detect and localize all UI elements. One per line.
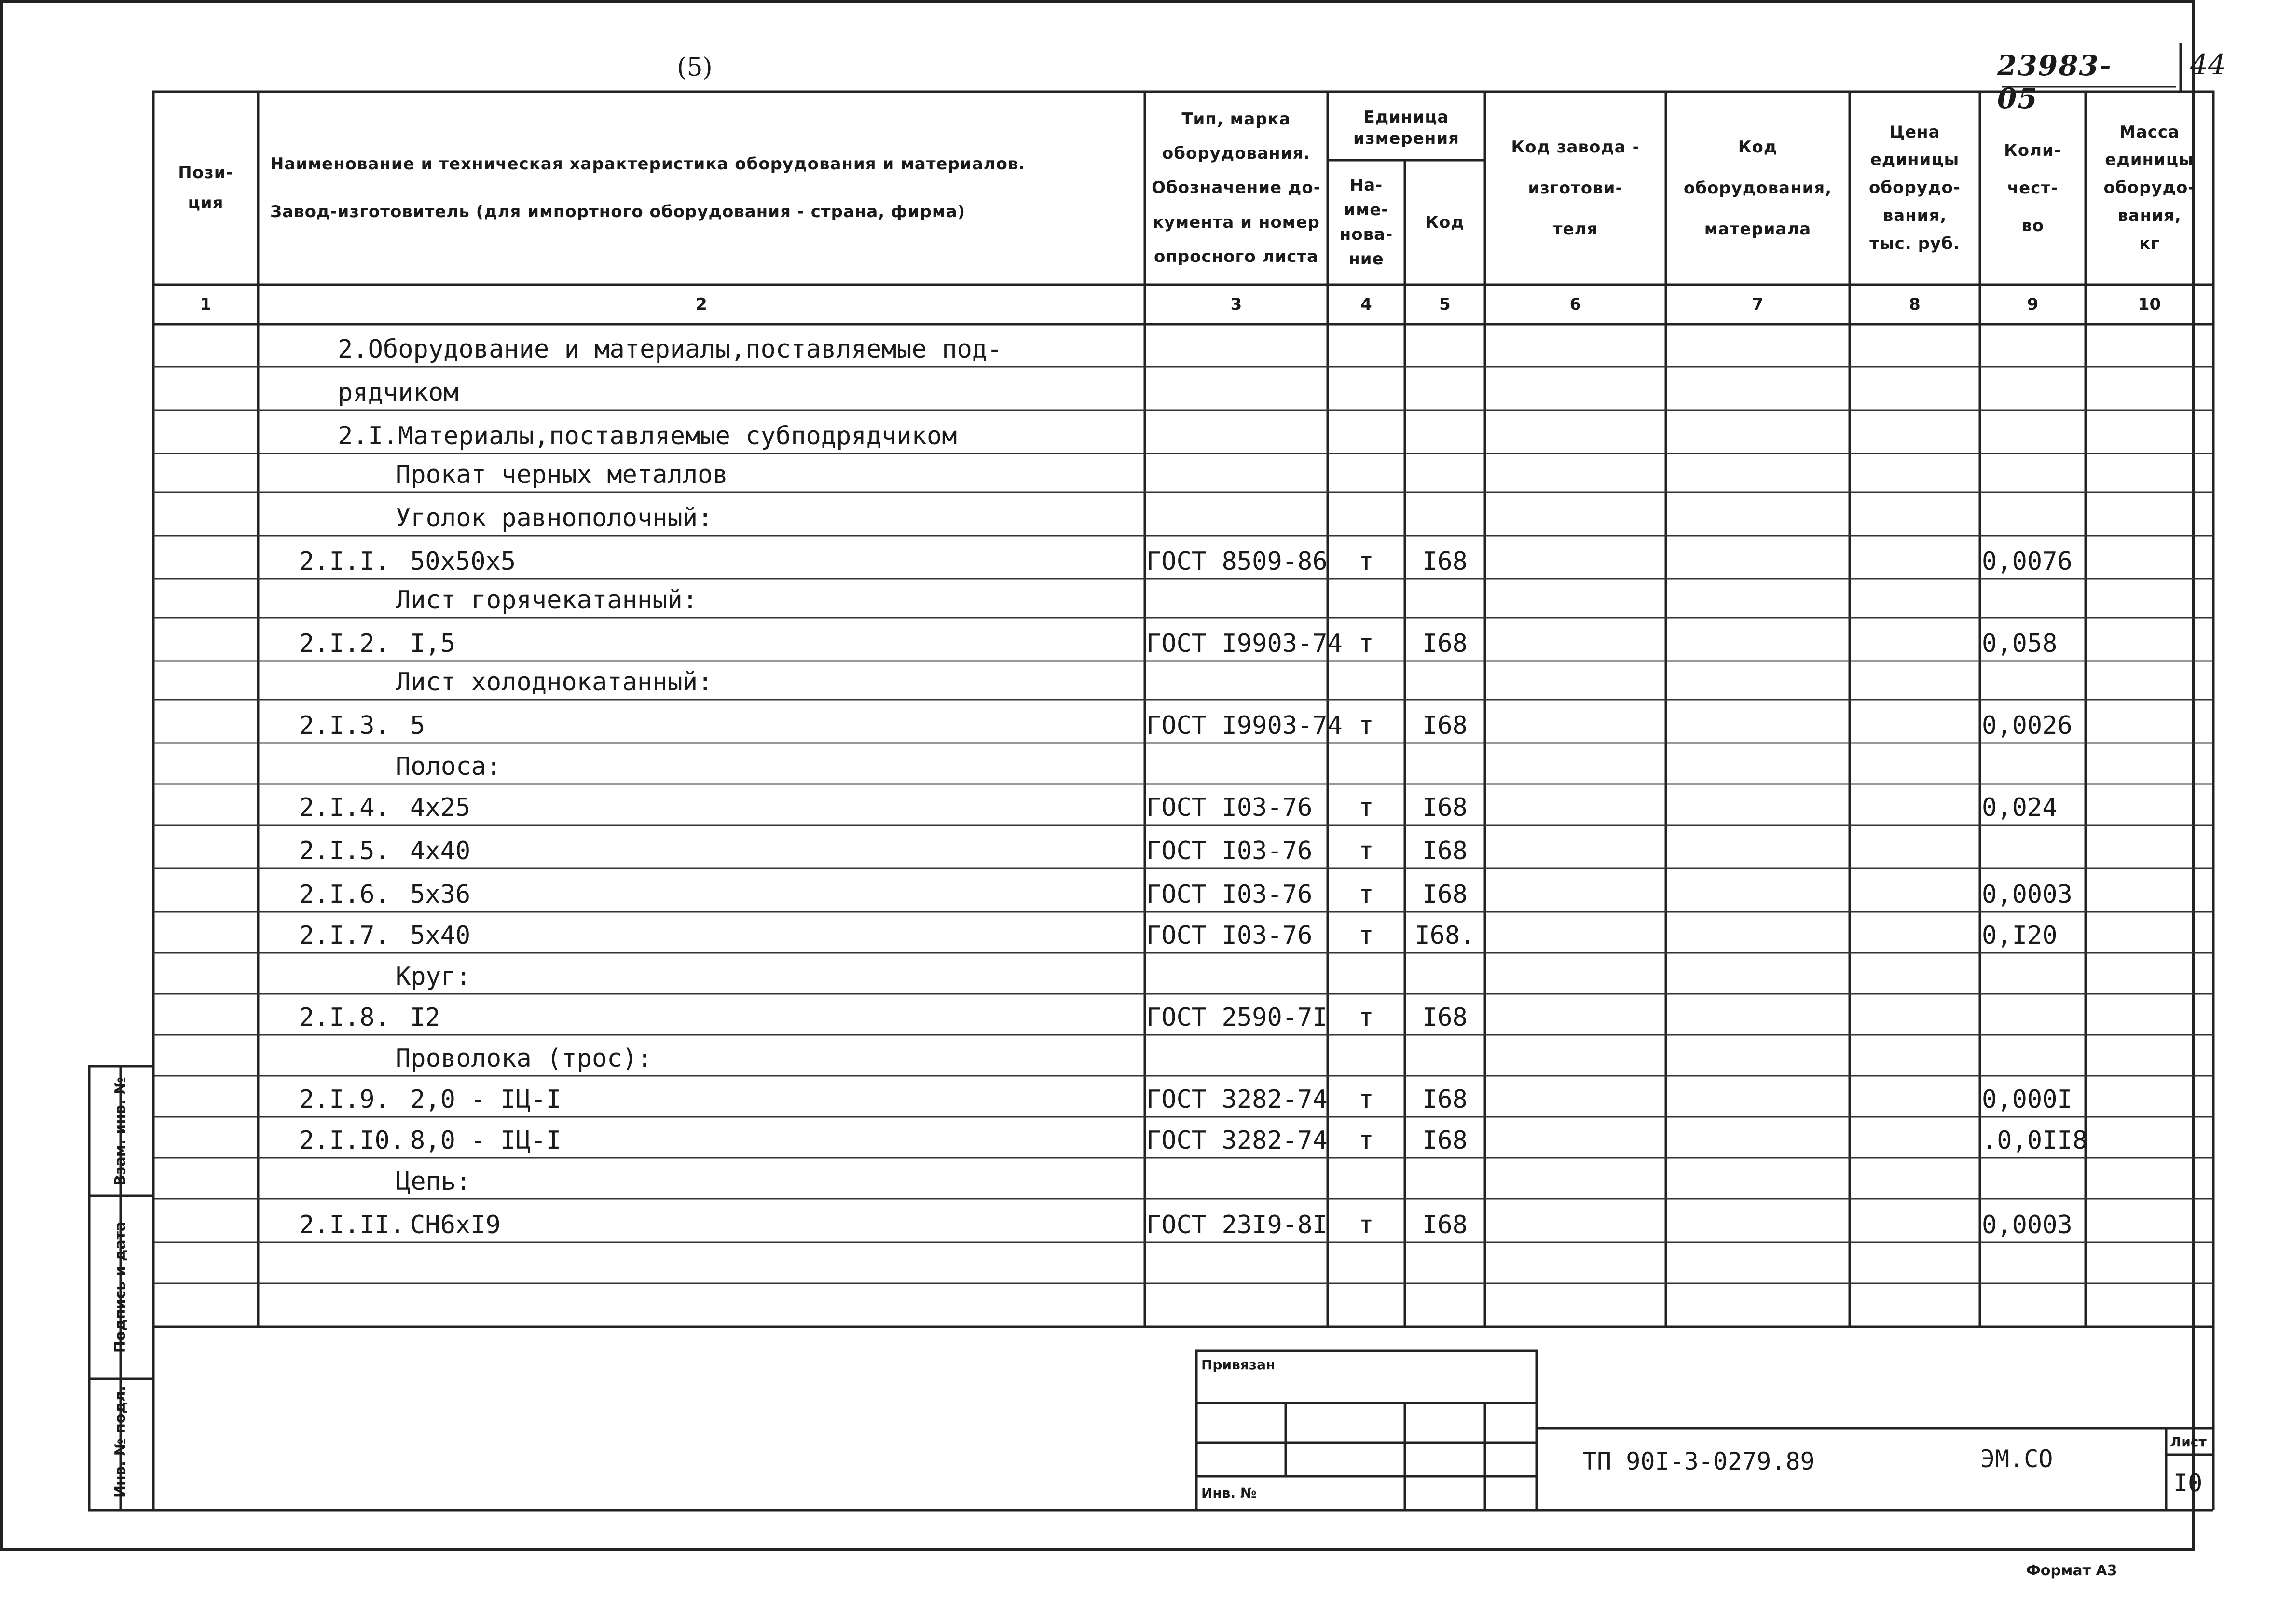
header-unit-group bbox=[1328, 96, 1485, 159]
cell-name: 8,0 - IЦ-I bbox=[410, 1126, 562, 1155]
cell-unit: т bbox=[1359, 711, 1374, 740]
side-stamp-inv-replaced: Взам. инв. № bbox=[112, 1077, 129, 1186]
cell-unit: т bbox=[1359, 837, 1374, 866]
cell-code: I68 bbox=[1422, 837, 1468, 866]
cell-unit: т bbox=[1359, 1126, 1374, 1155]
cell-name: Прокат черных металлов bbox=[396, 460, 728, 489]
cell-pos: 2.I.3. bbox=[299, 711, 390, 740]
header-factory-code-label: Код завода - изготови- теля bbox=[1511, 137, 1640, 239]
header-type-label: Тип, марка оборудования. Обозначение до- кумента и номер опросного листа bbox=[1152, 109, 1321, 267]
column-number-9: 9 bbox=[2027, 295, 2039, 314]
cell-unit: т bbox=[1359, 629, 1374, 658]
cell-pos: 2.I.8. bbox=[299, 1003, 390, 1032]
cell-name: 2.I.Материалы,поставляемые субподрядчиком bbox=[338, 422, 957, 451]
header-mass-label: Масса единицы оборудо- вания, кг bbox=[2103, 122, 2196, 253]
title-sheet-value: I0 bbox=[2173, 1469, 2203, 1497]
format-label: Формат А3 bbox=[2026, 1562, 2117, 1579]
cell-unit: т bbox=[1359, 1211, 1374, 1239]
header-unit-name bbox=[1328, 160, 1405, 285]
cell-unit: т bbox=[1359, 880, 1374, 909]
column-number-1: 1 bbox=[200, 295, 212, 314]
cell-type: ГОСТ 2590-7I bbox=[1146, 1003, 1328, 1032]
cell-pos: 2.I.4. bbox=[299, 793, 390, 822]
cell-name: 4x40 bbox=[410, 837, 471, 866]
title-project-code: ТП 90I-3-0279.89 bbox=[1582, 1447, 1815, 1475]
header-type bbox=[1145, 92, 1328, 285]
header-name bbox=[270, 92, 1139, 285]
cell-unit: т bbox=[1359, 547, 1374, 576]
cell-unit: т bbox=[1359, 921, 1374, 950]
cell-pos: 2.I.2. bbox=[299, 629, 390, 658]
title-mark: ЭМ.СО bbox=[1980, 1445, 2053, 1473]
cell-pos: 2.I.7. bbox=[299, 921, 390, 950]
header-equipment-code bbox=[1666, 92, 1850, 285]
header-price-label: Цена единицы оборудо- вания, тыс. руб. bbox=[1869, 122, 1961, 253]
cell-code: I68 bbox=[1422, 711, 1468, 740]
header-name-label: Наименование и техническая характеристика оборудования и материалов. Завод-изготовитель (для импортного оборудования - страна, фирма) bbox=[270, 154, 1026, 221]
cell-name: 5x40 bbox=[410, 921, 471, 950]
page-number: 44 bbox=[2190, 48, 2226, 81]
cell-unit: т bbox=[1359, 1003, 1374, 1032]
cell-name: 2,0 - IЦ-I bbox=[410, 1085, 562, 1114]
cell-qty: 0,024 bbox=[1982, 793, 2058, 822]
column-number-10: 10 bbox=[2138, 295, 2161, 314]
cell-name: CH6xI9 bbox=[410, 1211, 501, 1239]
cell-name: Лист холоднокатанный: bbox=[396, 668, 713, 697]
cell-pos: 2.I.9. bbox=[299, 1085, 390, 1114]
cell-pos: 2.I.II. bbox=[299, 1211, 405, 1239]
cell-name: 5 bbox=[410, 711, 426, 740]
cell-type: ГОСТ I9903-74 bbox=[1146, 711, 1343, 740]
column-number-7: 7 bbox=[1752, 295, 1764, 314]
cell-name: Полоса: bbox=[396, 752, 502, 781]
header-mass bbox=[2086, 92, 2213, 285]
cell-qty: 0,I20 bbox=[1982, 921, 2058, 950]
column-number-5: 5 bbox=[1439, 295, 1451, 314]
cell-name: Цепь: bbox=[396, 1167, 471, 1196]
cell-code: I68 bbox=[1422, 880, 1468, 909]
cell-type: ГОСТ I03-76 bbox=[1146, 880, 1313, 909]
cell-qty: 0,0026 bbox=[1982, 711, 2073, 740]
cell-qty: 0,0003 bbox=[1982, 880, 2073, 909]
header-quantity-label: Коли- чест- во bbox=[2004, 140, 2061, 236]
cell-name: I2 bbox=[410, 1003, 440, 1032]
cell-qty: 0,058 bbox=[1982, 629, 2058, 658]
header-unit-name-label: На- име- нова- ние bbox=[1339, 176, 1393, 269]
header-position bbox=[153, 92, 258, 285]
cell-code: I68 bbox=[1422, 1085, 1468, 1114]
header-quantity bbox=[1980, 92, 2086, 285]
header-price bbox=[1850, 92, 1980, 285]
cell-name: 2.Оборудование и материалы,поставляемые под- bbox=[338, 335, 1002, 364]
cell-unit: т bbox=[1359, 1085, 1374, 1114]
cell-qty: .0,0II8 bbox=[1982, 1126, 2088, 1155]
cell-code: I68 bbox=[1422, 793, 1468, 822]
cell-code: I68 bbox=[1422, 1003, 1468, 1032]
cell-name: Круг: bbox=[396, 962, 471, 991]
cell-pos: 2.I.5. bbox=[299, 837, 390, 866]
title-sheet-label: Лист bbox=[2170, 1434, 2207, 1450]
cell-pos: 2.I.I. bbox=[299, 547, 390, 576]
header-unit-code bbox=[1405, 160, 1485, 285]
side-stamp-inv-orig: Инв. № подл. bbox=[112, 1385, 129, 1498]
column-number-4: 4 bbox=[1360, 295, 1372, 314]
cell-name: рядчиком bbox=[338, 378, 459, 407]
cell-name: 50x50x5 bbox=[410, 547, 516, 576]
cell-type: ГОСТ 3282-74 bbox=[1146, 1126, 1328, 1155]
cell-name: Проволока (трос): bbox=[396, 1044, 653, 1073]
column-number-2: 2 bbox=[696, 295, 707, 314]
cell-name: Лист горячекатанный: bbox=[396, 586, 698, 615]
column-number-6: 6 bbox=[1569, 295, 1581, 314]
cell-name: Уголок равнополочный: bbox=[396, 504, 713, 533]
cell-name: I,5 bbox=[410, 629, 455, 658]
header-unit-code-label: Код bbox=[1425, 212, 1465, 232]
header-factory-code bbox=[1485, 92, 1666, 285]
cell-type: ГОСТ 3282-74 bbox=[1146, 1085, 1328, 1114]
header-unit-group-label: Единица измерения bbox=[1353, 107, 1459, 148]
cell-type: ГОСТ I03-76 bbox=[1146, 921, 1313, 950]
cell-code: I68 bbox=[1422, 1211, 1468, 1239]
column-number-3: 3 bbox=[1230, 295, 1242, 314]
side-stamp-sign-date: Подпись и дата bbox=[112, 1221, 129, 1353]
cell-qty: 0,0076 bbox=[1982, 547, 2073, 576]
header-equipment-code-label: Код оборудования, материала bbox=[1683, 137, 1832, 239]
cell-type: ГОСТ 8509-86 bbox=[1146, 547, 1328, 576]
cell-pos: 2.I.I0. bbox=[299, 1126, 405, 1155]
cell-code: I68 bbox=[1422, 1126, 1468, 1155]
sheet-marker: (5) bbox=[677, 53, 713, 82]
title-linked-label: Привязан bbox=[1201, 1357, 1276, 1373]
cell-type: ГОСТ I03-76 bbox=[1146, 793, 1313, 822]
column-number-8: 8 bbox=[1909, 295, 1921, 314]
cell-qty: 0,000I bbox=[1982, 1085, 2073, 1114]
document-code: 23983-05 bbox=[1997, 49, 2112, 115]
cell-code: I68. bbox=[1414, 921, 1475, 950]
cell-name: 5x36 bbox=[410, 880, 471, 909]
cell-type: ГОСТ 23I9-8I bbox=[1146, 1211, 1328, 1239]
cell-name: 4x25 bbox=[410, 793, 471, 822]
cell-code: I68 bbox=[1422, 547, 1468, 576]
cell-code: I68 bbox=[1422, 629, 1468, 658]
cell-type: ГОСТ I03-76 bbox=[1146, 837, 1313, 866]
cell-qty: 0,0003 bbox=[1982, 1211, 2073, 1239]
title-inv-label: Инв. № bbox=[1201, 1485, 1257, 1501]
header-position-label: Пози- ция bbox=[178, 163, 233, 213]
cell-pos: 2.I.6. bbox=[299, 880, 390, 909]
cell-unit: т bbox=[1359, 793, 1374, 822]
cell-type: ГОСТ I9903-74 bbox=[1146, 629, 1343, 658]
